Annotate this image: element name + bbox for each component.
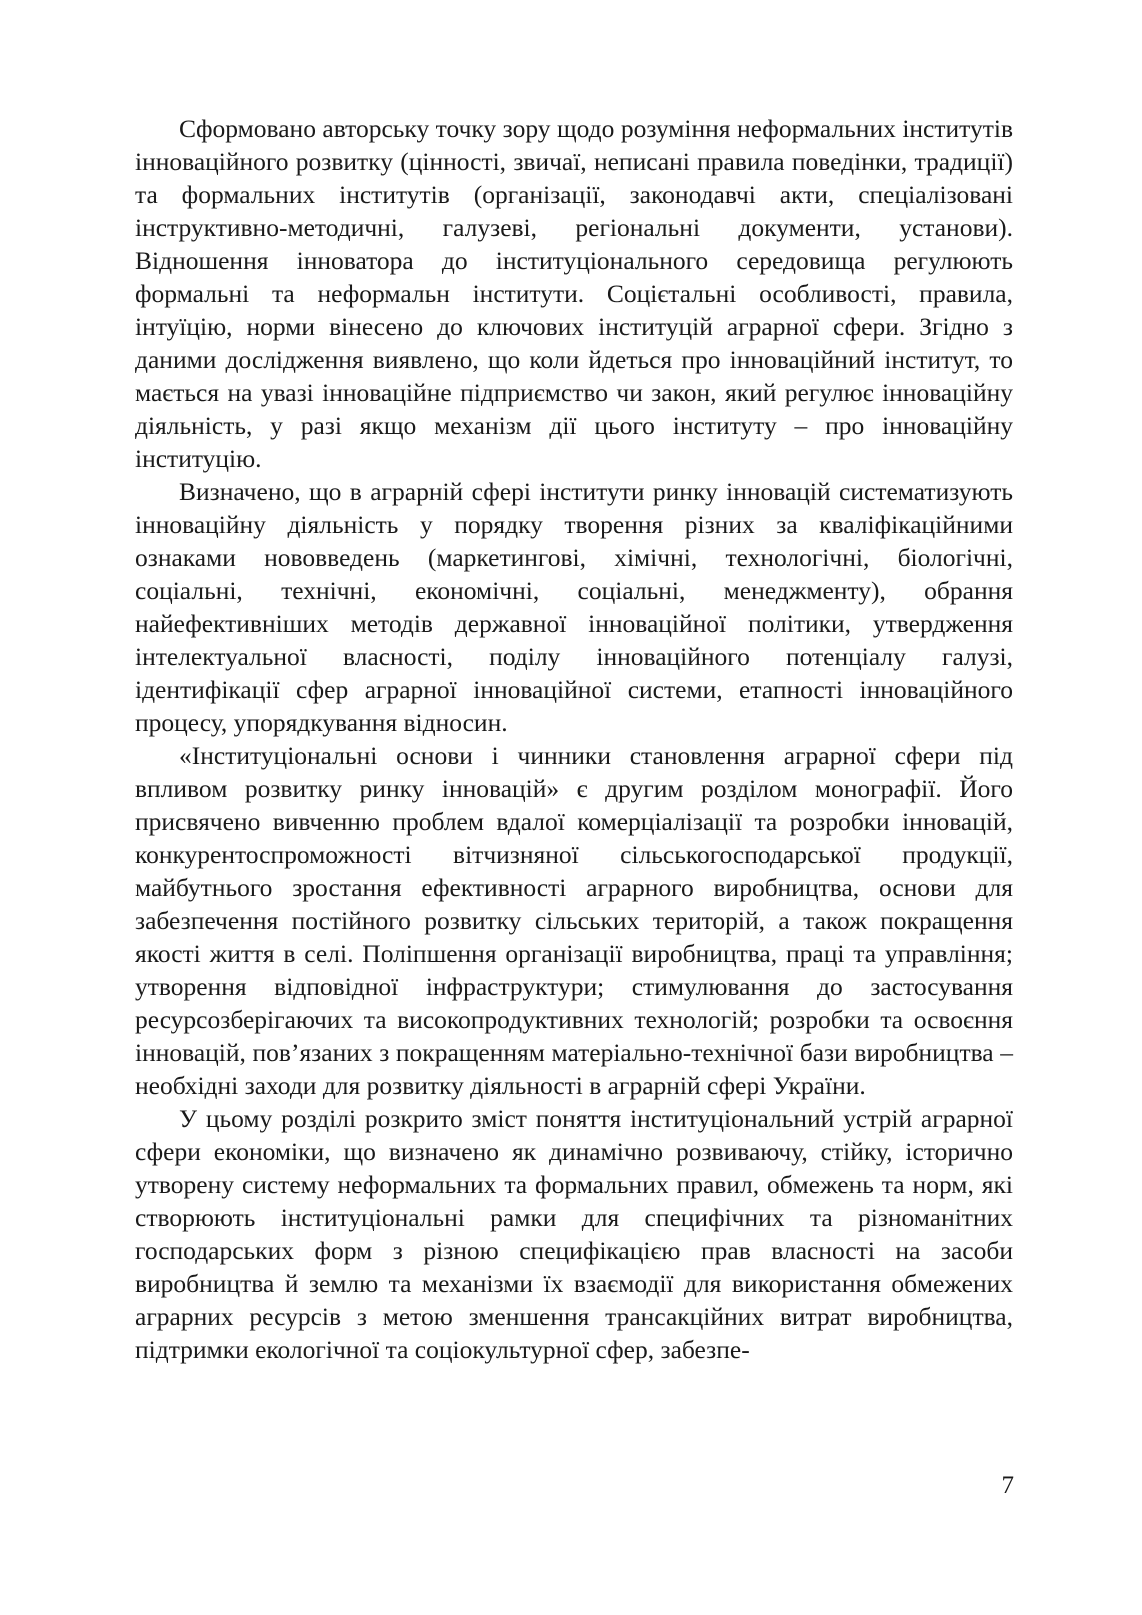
paragraph: «Інституціональні основи і чинники становлення аграрної сфери під впливом розвитку ринку інновацій» є другим розділом монографії. Його присвячено вивченню проблем вдалої комерціалізації та розробки інновацій, конкурентоспроможності вітчизняної сільськогосподарської продукції, майбутнього зростання ефективності аграрного виробництва, основи для забезпечення постійного розвитку сільських територій, а також покращення якості життя в селі. Поліпшення організації виробництва, праці та управління; утворення відповідної інфраструктури; стимулювання до застосування ресурсозберігаючих та високопродуктивних технологій; розробки та освоєння інновацій, пов’язаних з покращенням матеріально-технічної бази виробництва – необхідні заходи для розвитку діяльності в аграрній сфері України. bbox=[135, 741, 1013, 1100]
paragraph: Визначено, що в аграрній сфері інститути ринку інновацій систематизують інноваційну діяльність у порядку творення різних за кваліфікаційними ознаками нововведень (маркетингові, хімічні, технологічні, біологічні, соціальні, технічні, економічні, соціальні, менеджменту), обрання найефективніших методів державної інноваційної політики, утвердження інтелектуальної власності, поділу інноваційного потенціалу галузі, ідентифікації сфер аграрної інноваційної системи, етапності інноваційного процесу, упорядкування відносин. bbox=[135, 477, 1013, 737]
paragraph: У цьому розділі розкрито зміст поняття інституціональний устрій аграрної сфери економіки, що визначено як динамічно розвиваючу, стійку, історично утворену систему неформальних та формальних правил, обмежень та норм, які створюють інституціональні рамки для специфічних та різноманітних господарських форм з різною специфікацією прав власності на засоби виробництва й землю та механізми їх взаємодії для використання обмежених аграрних ресурсів з метою зменшення трансакційних витрат виробництва, підтримки екологічної та соціокультурної сфер, забезпе- bbox=[135, 1104, 1013, 1364]
paragraph: Сформовано авторську точку зору щодо розуміння неформальних інститутів інноваційного розвитку (цінності, звичаї, неписані правила поведінки, традиції) та формальних інститутів (організації, законодавчі акти, спеціалізовані інструктивно-методичні, галузеві, регіональні документи, установи). Відношення інноватора до інституціонального середовища регулюють формальні та неформальн інститути. Соцієтальні особливості, правила, інтуїцію, норми вінесено до ключових інституцій аграрної сфери. Згідно з даними дослідження виявлено, що коли йдеться про інноваційний інститут, то мається на увазі інноваційне підприємство чи закон, який регулює інноваційну діяльність, у разі якщо механізм дії цього інституту – про інноваційну інституцію. bbox=[135, 114, 1013, 473]
page-number: 7 bbox=[1001, 1472, 1014, 1499]
body-text bbox=[135, 112, 1013, 1366]
